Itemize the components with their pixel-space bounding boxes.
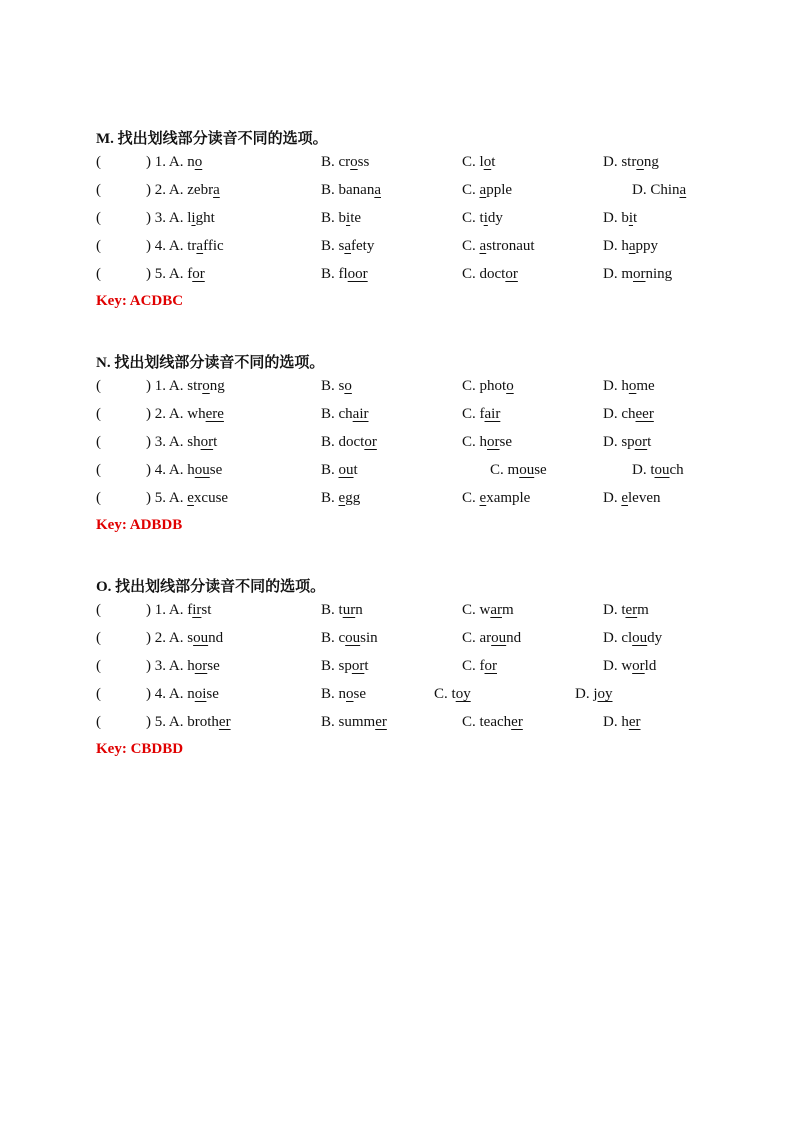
option-c: C. lot (462, 154, 496, 170)
answer-blank-open: ( (96, 630, 101, 646)
question-row (96, 154, 756, 178)
answer-blank-open: ( (96, 238, 101, 254)
option-b: B. doctor (321, 434, 377, 450)
answer-blank-open: ( (96, 602, 101, 618)
answer-key: Key: CBDBD (96, 741, 184, 757)
option-b: B. floor (321, 266, 368, 282)
question-number: ) 1. A. strong (146, 378, 225, 394)
option-d: D. cheer (603, 406, 654, 422)
answer-blank-open: ( (96, 182, 101, 198)
question-number: ) 1. A. first (146, 602, 212, 618)
option-c: C. fair (462, 406, 501, 422)
option-d: D. morning (603, 266, 673, 282)
answer-blank-open: ( (96, 490, 101, 506)
option-d: D. world (603, 658, 657, 674)
question-number: ) 5. A. for (146, 266, 205, 282)
option-c: C. doctor (462, 266, 518, 282)
option-c: C. example (462, 490, 531, 506)
option-b: B. safety (321, 238, 375, 254)
option-c: C. mouse (490, 462, 547, 478)
answer-blank-open: ( (96, 434, 101, 450)
answer-key: Key: ACDBC (96, 293, 184, 309)
answer-blank-open: ( (96, 406, 101, 422)
answer-blank-open: ( (96, 686, 101, 702)
question-row (96, 434, 756, 458)
option-d: D. strong (603, 154, 659, 170)
question-row (96, 182, 756, 206)
option-c: C. astronaut (462, 238, 535, 254)
question-number: ) 4. A. house (146, 462, 223, 478)
answer-blank-open: ( (96, 714, 101, 730)
option-c: C. horse (462, 434, 513, 450)
option-d: D. home (603, 378, 655, 394)
question-number: ) 3. A. light (146, 210, 215, 226)
question-number: ) 3. A. horse (146, 658, 220, 674)
answer-blank-open: ( (96, 154, 101, 170)
question-number: ) 5. A. excuse (146, 490, 229, 506)
question-row (96, 378, 756, 402)
option-c: C. toy (434, 686, 471, 702)
answer-blank-open: ( (96, 462, 101, 478)
option-b: B. chair (321, 406, 369, 422)
question-number: ) 2. A. zebra (146, 182, 220, 198)
question-row (96, 686, 756, 710)
question-number: ) 3. A. short (146, 434, 218, 450)
question-number: ) 4. A. traffic (146, 238, 224, 254)
answer-blank-open: ( (96, 378, 101, 394)
option-b: B. summer (321, 714, 387, 730)
section-title: N. 找出划线部分读音不同的选项。 (96, 355, 325, 371)
question-row (96, 238, 756, 262)
question-number: ) 5. A. brother (146, 714, 231, 730)
option-d: D. China (632, 182, 687, 198)
question-row (96, 658, 756, 682)
option-b: B. sport (321, 658, 369, 674)
option-b: B. bite (321, 210, 362, 226)
section-title: O. 找出划线部分读音不同的选项。 (96, 579, 326, 595)
answer-blank-open: ( (96, 658, 101, 674)
option-d: D. happy (603, 238, 659, 254)
answer-blank-open: ( (96, 210, 101, 226)
option-b: B. so (321, 378, 352, 394)
option-d: D. touch (632, 462, 684, 478)
question-row (96, 462, 756, 486)
option-c: C. around (462, 630, 522, 646)
option-c: C. warm (462, 602, 514, 618)
option-b: B. out (321, 462, 358, 478)
question-row (96, 714, 756, 738)
option-d: D. term (603, 602, 649, 618)
option-b: B. egg (321, 490, 361, 506)
option-d: D. her (603, 714, 641, 730)
question-number: ) 1. A. no (146, 154, 203, 170)
option-d: D. eleven (603, 490, 661, 506)
question-number: ) 4. A. noise (146, 686, 219, 702)
option-d: D. bit (603, 210, 638, 226)
option-b: B. turn (321, 602, 363, 618)
answer-blank-open: ( (96, 266, 101, 282)
section-title: M. 找出划线部分读音不同的选项。 (96, 131, 328, 147)
option-c: C. teacher (462, 714, 523, 730)
option-b: B. cousin (321, 630, 378, 646)
question-row (96, 490, 756, 514)
option-d: D. joy (575, 686, 613, 702)
option-b: B. banana (321, 182, 381, 198)
option-c: C. apple (462, 182, 513, 198)
question-row (96, 406, 756, 430)
option-c: C. photo (462, 378, 514, 394)
option-b: B. nose (321, 686, 367, 702)
option-b: B. cross (321, 154, 370, 170)
question-row (96, 266, 756, 290)
option-d: D. sport (603, 434, 652, 450)
question-row (96, 602, 756, 626)
question-row (96, 630, 756, 654)
option-d: D. cloudy (603, 630, 663, 646)
answer-key: Key: ADBDB (96, 517, 183, 533)
question-number: ) 2. A. sound (146, 630, 224, 646)
option-c: C. for (462, 658, 497, 674)
question-number: ) 2. A. where (146, 406, 224, 422)
option-c: C. tidy (462, 210, 503, 226)
question-row (96, 210, 756, 234)
